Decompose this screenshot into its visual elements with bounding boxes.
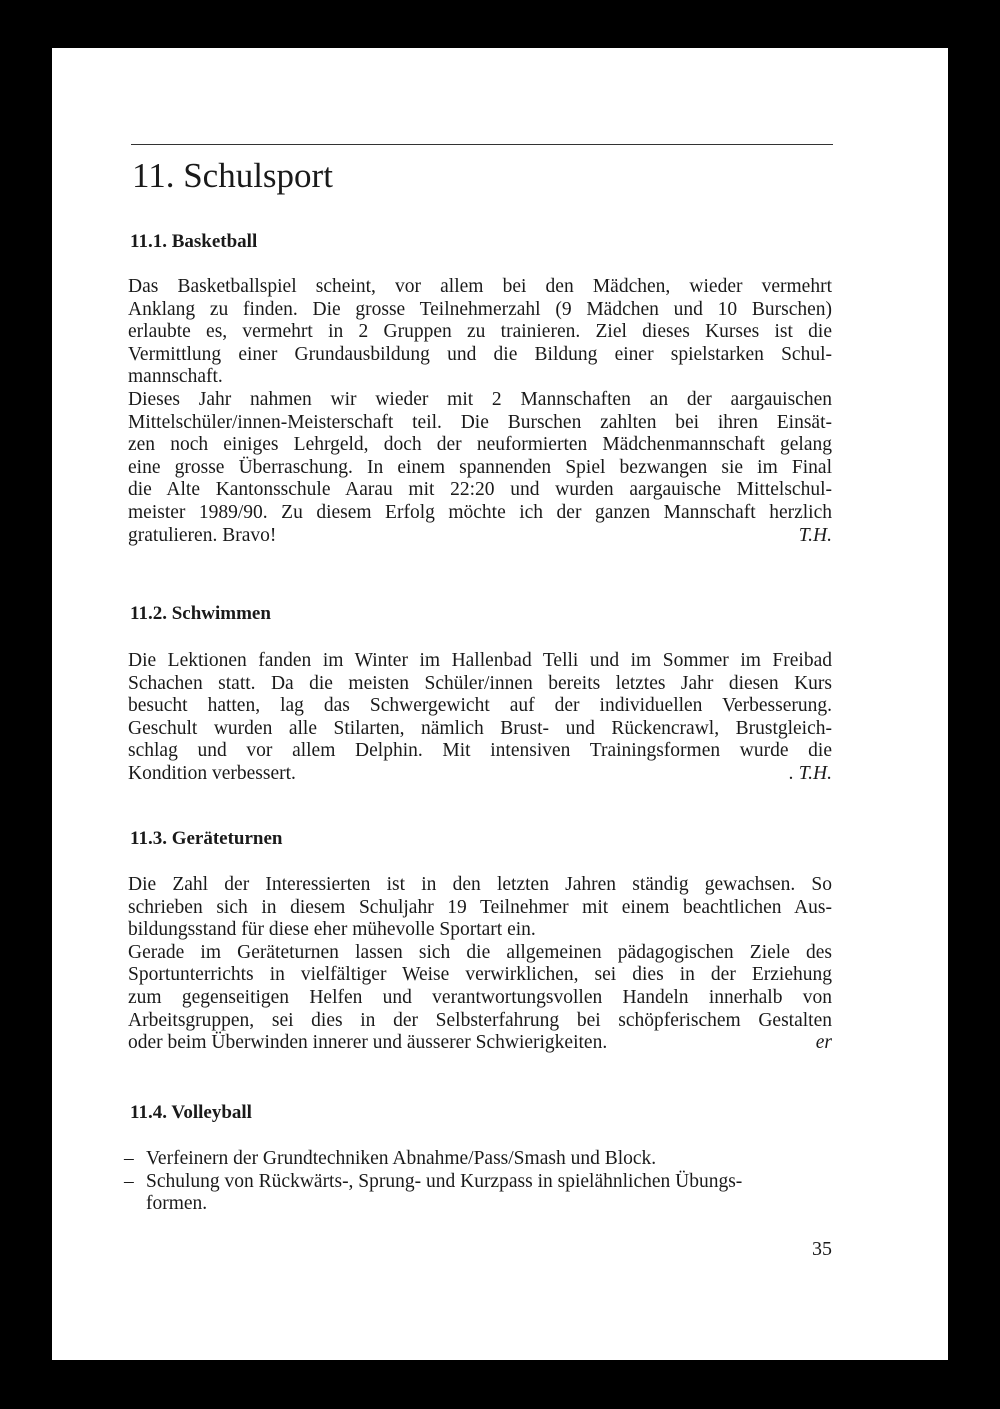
text-line: Die Lektionen fanden im Winter im Hallenbad Telli und im Sommer im Freibad (128, 650, 832, 671)
author-signature: T.H. (798, 524, 832, 546)
text-line: Vermittlung einer Grundausbildung und die Bildung einer spielstarken Schul- (128, 343, 832, 365)
document-page (52, 48, 948, 1360)
text-line: Geschult wurden alle Stilarten, nämlich Brust- und Rückencrawl, Brustgleich- (128, 717, 832, 739)
text-line-last (128, 763, 832, 786)
text-line: Kondition verbessert. (128, 762, 296, 784)
section-body-basketball (128, 276, 832, 547)
list-item (120, 1171, 836, 1216)
text-line: Arbeitsgruppen, sei dies in der Selbsterfahrung bei schöpferischem Gestalten (128, 1009, 832, 1031)
section-heading-schwimmen: 11.2. Schwimmen (130, 603, 271, 624)
text-line: die Alte Kantonsschule Aarau mit 22:20 und wurden aargauische Mittelschul- (128, 479, 832, 501)
text-line-last (128, 1032, 832, 1055)
text-line: mannschaft. (128, 366, 223, 388)
page-number: 35 (812, 1238, 832, 1260)
text-line: Sportunterrichts in vielfältiger Weise verwirklichen, sei dies in der Erziehung (128, 964, 832, 986)
text-line: gratulieren. Bravo! (128, 524, 277, 546)
volleyball-list (120, 1148, 836, 1216)
text-line: Schachen statt. Da die meisten Schüler/innen bereits letztes Jahr diesen Kurs (128, 672, 832, 694)
list-item-text: formen. (146, 1193, 208, 1215)
text-line: zum gegenseitigen Helfen und verantwortungsvollen Handeln innerhalb von (128, 986, 832, 1008)
text-line: eine grosse Überraschung. In einem spannenden Spiel bezwangen sie im Final (128, 456, 832, 478)
list-item-text: Schulung von Rückwärts-, Sprung- und Kurzpass in spielähnlichen Übungs- (146, 1170, 743, 1192)
text-line: erlaubte es, vermehrt in 2 Gruppen zu trainieren. Ziel dieses Kurses ist die (128, 321, 832, 343)
text-line: schrieben sich in diesem Schuljahr 19 Teilnehmer mit einem beachtlichen Aus- (128, 896, 832, 918)
section-heading-geraeteturnen: 11.3. Geräteturnen (130, 828, 283, 849)
text-line: bildungsstand für diese eher mühevolle Sportart ein. (128, 919, 536, 941)
text-line: Anklang zu finden. Die grosse Teilnehmerzahl (9 Mädchen und 10 Burschen) (128, 298, 832, 320)
chapter-title: 11. Schulsport (132, 156, 333, 195)
text-line: zen noch einiges Lehrgeld, doch der neuformierten Mädchenmannschaft gelang (128, 434, 832, 456)
header-rule (131, 144, 833, 145)
list-item (120, 1148, 836, 1171)
section-heading-volleyball: 11.4. Volleyball (130, 1102, 252, 1123)
text-line: besucht hatten, lag das Schwergewicht auf der individuellen Verbesserung. (128, 695, 832, 717)
section-heading-basketball: 11.1. Basketball (130, 231, 258, 252)
text-line: Das Basketballspiel scheint, vor allem bei den Mädchen, wieder vermehrt (128, 276, 832, 297)
text-line: Dieses Jahr nahmen wir wieder mit 2 Mannschaften an der aargauischen (128, 388, 832, 410)
dash-bullet: – (124, 1170, 134, 1192)
text-line: oder beim Überwinden innerer und äusserer Schwierigkeiten. (128, 1032, 608, 1054)
dash-bullet: – (124, 1148, 134, 1169)
author-signature: . T.H. (789, 762, 832, 784)
text-line: meister 1989/90. Zu diesem Erfolg möchte ich der ganzen Mannschaft herzlich (128, 501, 832, 523)
text-line: Gerade im Geräteturnen lassen sich die allgemeinen pädagogischen Ziele des (128, 941, 832, 963)
text-line-last (128, 525, 832, 548)
section-body-geraeteturnen (128, 874, 832, 1055)
list-item-text: Verfeinern der Grundtechniken Abnahme/Pass/Smash und Block. (146, 1148, 657, 1169)
text-line: Die Zahl der Interessierten ist in den letzten Jahren ständig gewachsen. So (128, 874, 832, 895)
section-body-schwimmen (128, 650, 832, 786)
text-line: Mittelschüler/innen-Meisterschaft teil. Die Burschen zahlten bei ihren Einsät- (128, 411, 832, 433)
author-signature: er (815, 1032, 832, 1054)
text-line: schlag und vor allem Delphin. Mit intensiven Trainingsformen wurde die (128, 740, 832, 762)
